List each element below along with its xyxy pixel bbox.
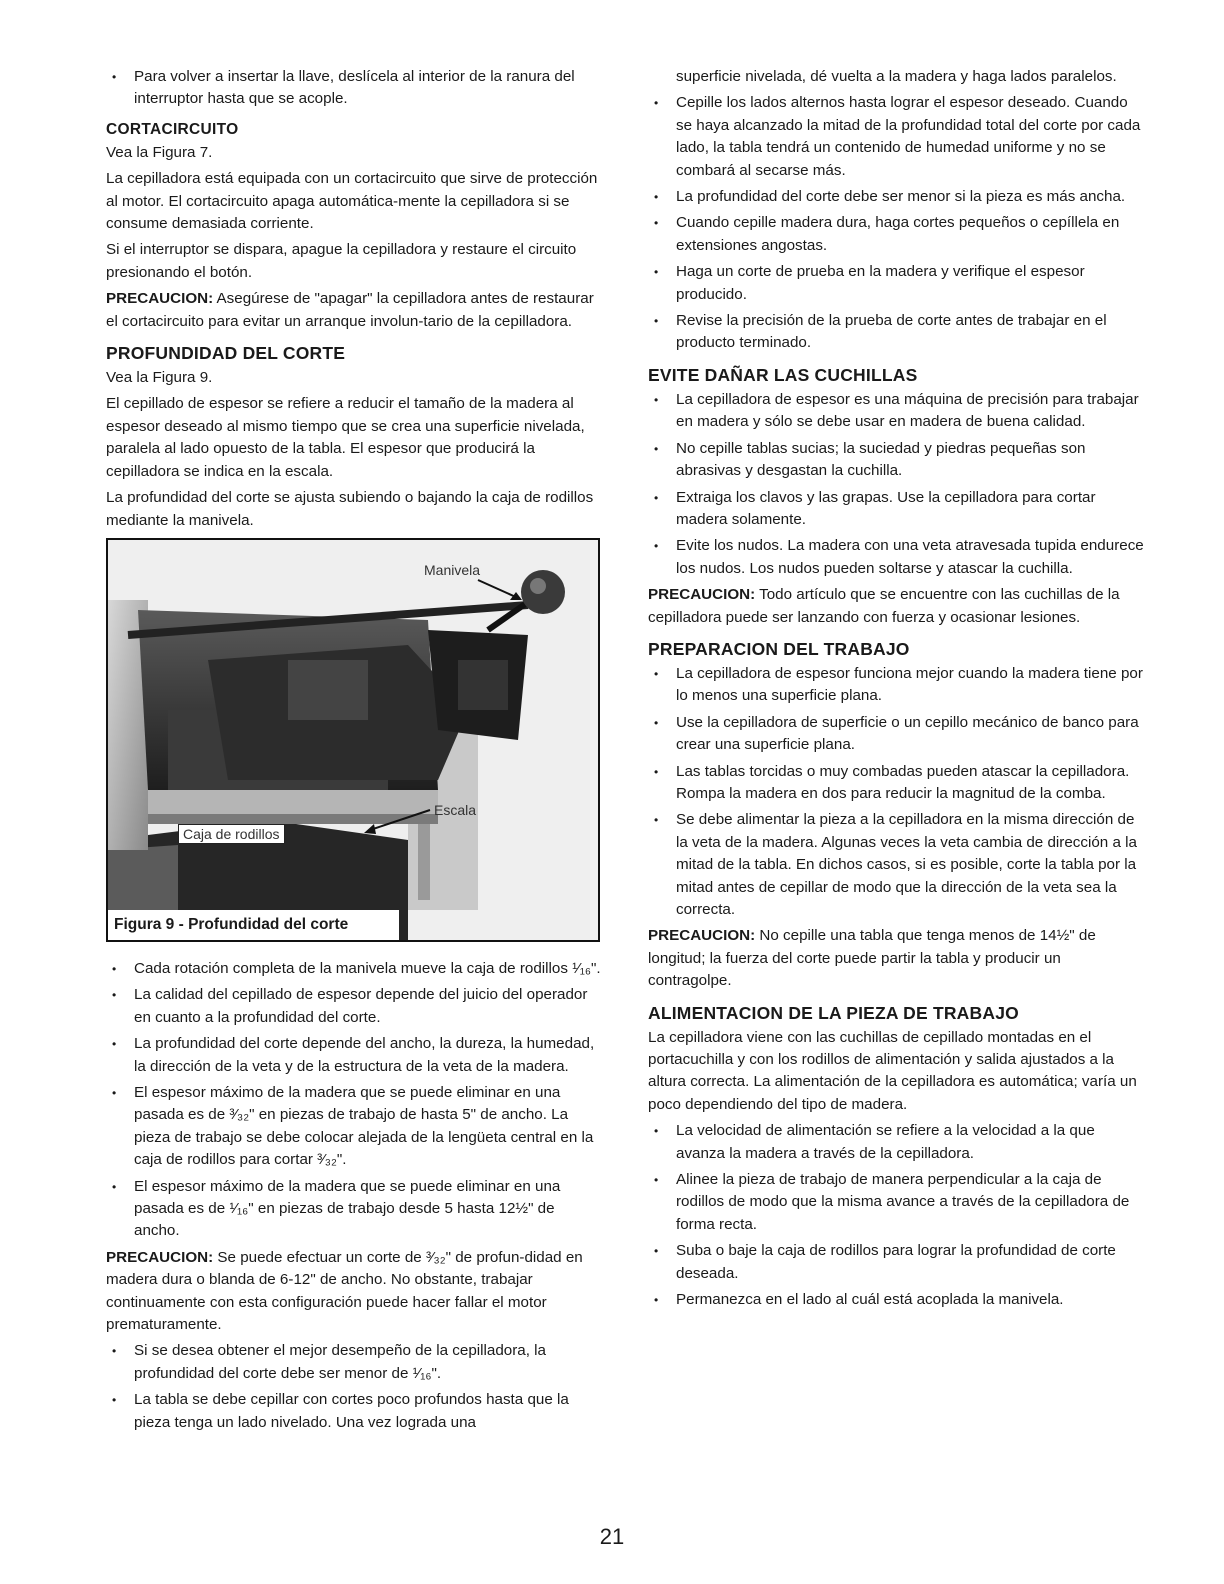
depth-list — [106, 958, 602, 1243]
list-item: • La cepilladora de espesor funciona mejor cuando la madera tiene por lo menos una superficie plana. — [648, 663, 1144, 708]
list-item: • Suba o baje la caja de rodillos para lograr la profundidad de corte deseada. — [648, 1240, 1144, 1285]
caution-text: Todo artículo que se encuentre con las cuchillas de la cepilladora puede ser lanzando con fuerza y ocasionar lesiones. — [648, 586, 1120, 626]
list-item: • Extraiga los clavos y las grapas. Use la cepilladora para cortar madera solamente. — [648, 487, 1144, 532]
caution-paragraph — [648, 584, 1144, 629]
list-item: • Las tablas torcidas o muy combadas pueden atascar la cepilladora. Rompa la madera en dos para reducir la magnitud de la comba. — [648, 761, 1144, 806]
caution-label: PRECAUCION: — [106, 290, 214, 308]
caution-text: Asegúrese de "apagar" la cepilladora antes de restaurar el cortacircuito para evitar un arranque involun-tario de la cepilladora. — [106, 290, 594, 330]
list-item: • Si se desea obtener el mejor desempeño de la cepilladora, la profundidad del corte debe ser menor de ¹⁄₁₆". — [106, 1340, 602, 1385]
callout-manivela: Manivela — [424, 561, 481, 578]
list-item: • La velocidad de alimentación se refiere a la velocidad a la que avanza la madera a través de la cepilladora. — [648, 1120, 1144, 1165]
section-heading-cortacircuito: CORTACIRCUITO — [106, 120, 239, 138]
list-item: • La cepilladora de espesor es una máquina de precisión para trabajar en madera y sólo se debe usar en madera de buena calidad. — [648, 389, 1144, 434]
paragraph: La profundidad del corte se ajusta subiendo o bajando la caja de rodillos mediante la manivela. — [106, 489, 594, 529]
intro-list — [106, 66, 602, 111]
figure-reference: Vea la Figura 7. — [106, 143, 213, 161]
list-item: • La calidad del cepillado de espesor depende del juicio del operador en cuanto a la profundidad del corte. — [106, 984, 602, 1029]
section-heading-preparacion: PREPARACION DEL TRABAJO — [648, 638, 910, 659]
list-item: • No cepille tablas sucias; la suciedad y piedras pequeñas son abrasivas y desgastan la cuchilla. — [648, 438, 1144, 483]
list-item: • Se debe alimentar la pieza a la cepilladora en la misma dirección de la veta de la madera. Algunas veces la veta cambia de dirección a la mitad de la tabla. En dichos casos, si es posible, corte la tabla por la mitad antes de cepillar de modo que la dirección de la veta sea la correcta. — [648, 809, 1144, 921]
list-item: • Permanezca en el lado al cuál está acoplada la manivela. — [648, 1289, 1144, 1311]
caution-paragraph — [106, 288, 602, 333]
prep-list — [648, 663, 1144, 921]
caution-label: PRECAUCION: — [648, 586, 756, 604]
caution-text: Se puede efectuar un corte de ³⁄₃₂" de profun-didad en madera dura o blanda de 6-12" de ancho. No obstante, trabajar continuamente con esta configuración puede hacer fallar el motor prematuramente. — [106, 1248, 583, 1333]
list-item: • Revise la precisión de la prueba de corte antes de trabajar en el producto terminado. — [648, 310, 1144, 355]
list-item: • Cada rotación completa de la manivela mueve la caja de rodillos ¹⁄₁₆". — [106, 958, 602, 980]
paragraph: Si el interruptor se dispara, apague la cepilladora y restaure el circuito presionando el botón. — [106, 241, 577, 281]
paragraph: La cepilladora está equipada con un cortacircuito que sirve de protección al motor. El cortacircuito apaga automática-mente la cepilladora si se consume demasiada corriente. — [106, 170, 598, 233]
right-column — [648, 66, 1144, 1316]
depth-list-2 — [106, 1340, 602, 1434]
callout-escala: Escala — [434, 801, 477, 818]
paragraph: La cepilladora viene con las cuchillas de cepillado montadas en el portacuchilla y con los rodillos de alimentación y salida ajustados a la altura correcta. La alimentación de la cepilladora es automática; varía un poco dependiendo del tipo de madera. — [648, 1028, 1137, 1113]
left-column — [106, 66, 602, 1438]
planer-photo — [108, 540, 598, 940]
list-item: • El espesor máximo de la madera que se puede eliminar en una pasada es de ³⁄₃₂" en piezas de trabajo de hasta 5" de ancho. La pieza de trabajo se debe colocar alejada de la lengüeta central en la caja de rodillos para cortar ³⁄₃₂". — [106, 1082, 602, 1172]
list-item: • La profundidad del corte depende del ancho, la dureza, la humedad, la dirección de la veta y de la estructura de la veta de la madera. — [106, 1033, 602, 1078]
list-item: • Haga un corte de prueba en la madera y verifique el espesor producido. — [648, 261, 1144, 306]
figure-caption: Figura 9 - Profundidad del corte — [108, 910, 399, 940]
list-item: • Cuando cepille madera dura, haga cortes pequeños o cepíllela en extensiones angostas. — [648, 212, 1144, 257]
figure-reference: Vea la Figura 9. — [106, 369, 213, 387]
continued-text: superficie nivelada, dé vuelta a la madera y haga lados paralelos. — [676, 68, 1117, 85]
caution-text: No cepille una tabla que tenga menos de 14½" de longitud; la fuerza del corte puede partir la tabla y producir un contragolpe. — [648, 927, 1096, 990]
caution-paragraph — [648, 925, 1144, 992]
list-item: • Alinee la pieza de trabajo de manera perpendicular a la caja de rodillos de modo que la misma avance a través de la cepilladora de forma recta. — [648, 1169, 1144, 1236]
section-heading-profundidad: PROFUNDIDAD DEL CORTE — [106, 343, 346, 364]
feed-list — [648, 1120, 1144, 1311]
list-item: • La tabla se debe cepillar con cortes poco profundos hasta que la pieza tenga un lado nivelado. Una vez lograda una — [106, 1389, 602, 1434]
paragraph: El cepillado de espesor se refiere a reducir el tamaño de la madera al espesor deseado al mismo tiempo que se crea una superficie nivelada, paralela al lado opuesto de la tabla. El espesor que producirá la cepilladora se indica en la escala. — [106, 395, 585, 480]
caution-label: PRECAUCION: — [648, 927, 756, 945]
section-heading-alimentacion: ALIMENTACION DE LA PIEZA DE TRABAJO — [648, 1002, 1019, 1023]
page-number: 21 — [599, 1524, 625, 1549]
section-heading-cuchillas: EVITE DAÑAR LAS CUCHILLAS — [648, 364, 918, 385]
planing-list — [648, 92, 1144, 354]
figure-9 — [106, 538, 600, 942]
list-item: • Evite los nudos. La madera con una veta atravesada tupida endurece los nudos. Los nudos pueden soltarse y atascar la cuchilla. — [648, 535, 1144, 580]
list-item: • El espesor máximo de la madera que se puede eliminar en una pasada es de ¹⁄₁₆" en piezas de trabajo desde 5 hasta 12½" de ancho. — [106, 1176, 602, 1243]
list-item: • Cepille los lados alternos hasta lograr el espesor deseado. Cuando se haya alcanzado la mitad de la profundidad total del corte por cada lado, la tabla tendrá un contenido de humedad uniforme y no se combará al secarse más. — [648, 92, 1144, 182]
knives-list — [648, 389, 1144, 580]
list-item: • La profundidad del corte debe ser menor si la pieza es más ancha. — [648, 186, 1144, 208]
list-item: • Use la cepilladora de superficie o un cepillo mecánico de banco para crear una superficie plana. — [648, 712, 1144, 757]
caution-label: PRECAUCION: — [106, 1248, 214, 1266]
list-item: • Para volver a insertar la llave, deslícela al interior de la ranura del interruptor hasta que se acople. — [106, 66, 602, 111]
callout-caja-rodillos: Caja de rodillos — [178, 824, 285, 844]
caution-paragraph — [106, 1247, 602, 1337]
